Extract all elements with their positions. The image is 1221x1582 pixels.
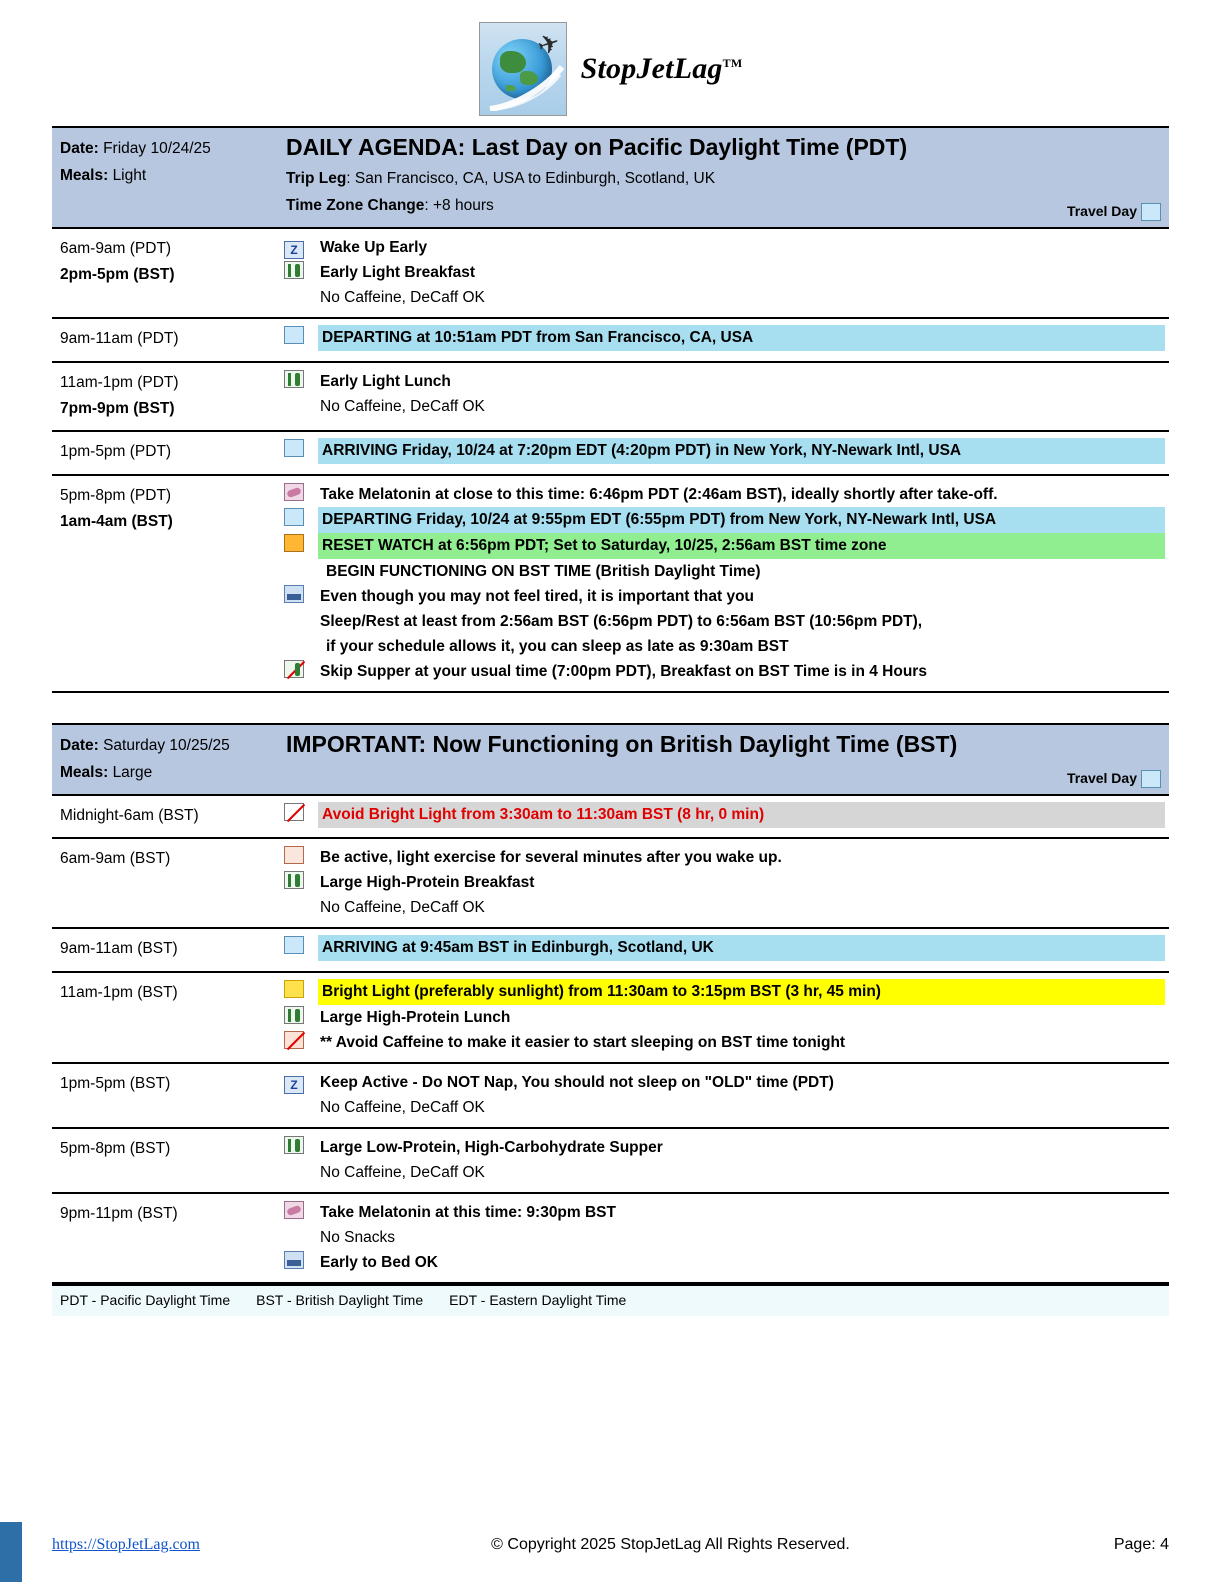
- brand-header: [0, 0, 1221, 126]
- line-text: BEGIN FUNCTIONING ON BST TIME (British Daylight Time): [326, 562, 761, 580]
- line-text: DEPARTING at 10:51am PDT from San Francisco, CA, USA: [318, 325, 1165, 351]
- day-header-main: [280, 128, 1169, 227]
- row-body: [280, 432, 1169, 473]
- row-time: [52, 363, 280, 431]
- airplane-icon: [280, 438, 318, 461]
- line-text: Skip Supper at your usual time (7:00pm PDT), Breakfast on BST Time is in 4 Hours: [320, 662, 927, 680]
- line-text: DEPARTING Friday, 10/24 at 9:55pm EDT (6:55pm PDT) from New York, NY-Newark Intl, USA: [318, 507, 1165, 533]
- no-food-icon: [280, 659, 318, 682]
- line-text: Bright Light (preferably sunlight) from 11:30am to 3:15pm BST (3 hr, 45 min): [318, 979, 1165, 1005]
- row-time: [52, 476, 280, 691]
- bed-icon: [280, 584, 318, 607]
- row-body: [280, 1064, 1169, 1127]
- line-text: Large Low-Protein, High-Carbohydrate Supper: [320, 1138, 663, 1156]
- page-number: Page: 4: [1113, 1536, 1169, 1553]
- legend-item: BST - British Daylight Time: [256, 1291, 424, 1308]
- section-spacer: [0, 693, 1221, 723]
- agenda-day-1: [52, 126, 1169, 693]
- day-header: [52, 128, 1169, 229]
- travel-day-label: Travel Day: [1066, 769, 1137, 786]
- row-time: [52, 229, 280, 317]
- row-body: [280, 319, 1169, 360]
- timezone-legend: [52, 1284, 1169, 1316]
- time-secondary: 2pm-5pm (BST): [60, 266, 175, 284]
- row-time: [52, 929, 280, 970]
- timezone-change-value: : +8 hours: [424, 197, 494, 215]
- row-time: [52, 1064, 280, 1127]
- agenda-row: [52, 1064, 1169, 1129]
- line-text: No Caffeine, DeCaff OK: [320, 1163, 485, 1181]
- row-body: [280, 796, 1169, 837]
- day-header-main: [280, 725, 1169, 794]
- day-header-meta: [52, 725, 280, 794]
- bed-icon: [280, 1250, 318, 1273]
- travel-day-label: Travel Day: [1066, 203, 1137, 220]
- meal-icon: [280, 260, 318, 283]
- time-primary: 5pm-8pm (BST): [60, 1139, 171, 1157]
- day-title: DAILY AGENDA: Last Day on Pacific Daylight Time (PDT): [286, 134, 908, 160]
- time-primary: 5pm-8pm (PDT): [60, 486, 172, 504]
- time-secondary: 7pm-9pm (BST): [60, 399, 175, 417]
- row-body: [280, 229, 1169, 317]
- page-footer: [0, 1536, 1221, 1554]
- row-time: [52, 1194, 280, 1282]
- contrail-icon: [488, 65, 566, 111]
- date-label: Date:: [60, 736, 99, 754]
- row-body: [280, 973, 1169, 1062]
- line-text: Even though you may not feel tired, it is important that you: [320, 587, 755, 605]
- line-text: Large High-Protein Lunch: [320, 1008, 511, 1026]
- airplane-icon: [1141, 203, 1161, 221]
- copyright-text: © Copyright 2025 StopJetLag All Rights Reserved.: [491, 1536, 850, 1553]
- row-time: [52, 432, 280, 473]
- sun-icon: [280, 979, 318, 1002]
- line-text: Early Light Breakfast: [320, 264, 476, 282]
- meals-label: Meals:: [60, 167, 109, 185]
- row-body: [280, 929, 1169, 970]
- stopjetlag-link[interactable]: https://StopJetLag.com: [52, 1536, 200, 1553]
- stopjetlag-logo-icon: ✈: [479, 22, 567, 116]
- time-primary: 11am-1pm (PDT): [60, 373, 179, 391]
- line-text: Avoid Bright Light from 3:30am to 11:30am BST (8 hr, 0 min): [318, 802, 1165, 828]
- row-body: [280, 476, 1169, 691]
- day-header: [52, 725, 1169, 796]
- meals-label: Meals:: [60, 763, 109, 781]
- agenda-row: [52, 1129, 1169, 1194]
- agenda-day-2: [52, 723, 1169, 1284]
- agenda-row: [52, 319, 1169, 362]
- row-body: [280, 1194, 1169, 1282]
- meal-icon: [280, 870, 318, 893]
- row-time: [52, 796, 280, 837]
- line-text: No Caffeine, DeCaff OK: [320, 397, 485, 415]
- agenda-row: [52, 973, 1169, 1064]
- agenda-row: [52, 363, 1169, 433]
- airplane-icon: [280, 325, 318, 348]
- date-value: Friday 10/24/25: [103, 140, 211, 157]
- agenda-row: [52, 929, 1169, 972]
- agenda-row: [52, 839, 1169, 929]
- line-text: No Snacks: [320, 1228, 395, 1246]
- watch-icon: [280, 533, 318, 556]
- row-body: [280, 363, 1169, 431]
- exercise-icon: [280, 845, 318, 868]
- brand-name: [581, 52, 743, 86]
- day-header-meta: [52, 128, 280, 227]
- travel-day-badge: [1067, 770, 1161, 788]
- line-text: Early Light Lunch: [320, 372, 451, 390]
- airplane-icon: [1141, 770, 1161, 788]
- agenda-row: [52, 476, 1169, 693]
- timezone-change-label: Time Zone Change: [286, 197, 425, 215]
- line-text: Early to Bed OK: [320, 1253, 438, 1271]
- time-primary: 1pm-5pm (BST): [60, 1074, 171, 1092]
- trip-leg-value: : San Francisco, CA, USA to Edinburgh, Scotland, UK: [346, 169, 716, 187]
- melatonin-icon: [280, 482, 318, 505]
- airplane-icon: [280, 507, 318, 530]
- legend-item: EDT - Eastern Daylight Time: [449, 1291, 627, 1308]
- line-text: ** Avoid Caffeine to make it easier to start sleeping on BST time tonight: [320, 1033, 846, 1051]
- line-text: Be active, light exercise for several minutes after you wake up.: [320, 849, 782, 867]
- time-primary: 6am-9am (PDT): [60, 240, 172, 258]
- row-time: [52, 839, 280, 927]
- no-bright-light-icon: [280, 802, 318, 825]
- sleep-icon: Z: [280, 235, 318, 259]
- line-text: No Caffeine, DeCaff OK: [320, 289, 485, 307]
- agenda-row: [52, 1194, 1169, 1284]
- line-text: ARRIVING Friday, 10/24 at 7:20pm EDT (4:20pm PDT) in New York, NY-Newark Intl, USA: [318, 438, 1165, 464]
- date-label: Date:: [60, 140, 99, 157]
- meals-value: Large: [112, 763, 153, 781]
- meal-icon: [280, 1135, 318, 1158]
- row-body: [280, 1129, 1169, 1192]
- row-time: [52, 1129, 280, 1192]
- meals-value: Light: [112, 167, 147, 185]
- time-primary: 1pm-5pm (PDT): [60, 443, 172, 461]
- line-text: Sleep/Rest at least from 2:56am BST (6:56pm PDT) to 6:56am BST (10:56pm PDT),: [320, 612, 923, 630]
- agenda-row: [52, 796, 1169, 839]
- time-primary: 6am-9am (BST): [60, 850, 171, 868]
- trip-leg-label: Trip Leg: [286, 169, 347, 187]
- line-text: if your schedule allows it, you can sleep as late as 9:30am BST: [326, 637, 789, 655]
- brand-tm: TM: [722, 56, 743, 70]
- time-secondary: 1am-4am (BST): [60, 512, 173, 530]
- row-body: [280, 839, 1169, 927]
- row-time: [52, 973, 280, 1062]
- melatonin-icon: [280, 1200, 318, 1223]
- line-text: RESET WATCH at 6:56pm PDT; Set to Saturday, 10/25, 2:56am BST time zone: [318, 533, 1165, 559]
- agenda-row: [52, 229, 1169, 319]
- meal-icon: [280, 369, 318, 392]
- date-value: Saturday 10/25/25: [103, 736, 230, 754]
- line-text: Wake Up Early: [320, 239, 428, 257]
- brand-name-text: StopJetLag: [580, 52, 723, 85]
- no-caffeine-icon: [280, 1030, 318, 1053]
- line-text: No Caffeine, DeCaff OK: [320, 1098, 485, 1116]
- legend-item: PDT - Pacific Daylight Time: [60, 1291, 231, 1308]
- time-primary: 9am-11am (PDT): [60, 330, 179, 348]
- time-primary: 9am-11am (BST): [60, 940, 178, 958]
- line-text: ARRIVING at 9:45am BST in Edinburgh, Scotland, UK: [318, 935, 1165, 961]
- line-text: Take Melatonin at close to this time: 6:46pm PDT (2:46am BST), ideally shortly after take-off.: [320, 485, 998, 503]
- day-title: IMPORTANT: Now Functioning on British Daylight Time (BST): [286, 730, 958, 757]
- agenda-row: [52, 432, 1169, 475]
- no-nap-icon: Z: [280, 1070, 318, 1094]
- meal-icon: [280, 1005, 318, 1028]
- line-text: Keep Active - Do NOT Nap, You should not sleep on "OLD" time (PDT): [320, 1073, 834, 1091]
- time-primary: 9pm-11pm (BST): [60, 1204, 178, 1222]
- line-text: Large High-Protein Breakfast: [320, 874, 535, 892]
- travel-day-badge: [1067, 203, 1161, 221]
- row-time: [52, 319, 280, 360]
- line-text: No Caffeine, DeCaff OK: [320, 899, 485, 917]
- line-text: Take Melatonin at this time: 9:30pm BST: [320, 1203, 616, 1221]
- airplane-icon: [280, 935, 318, 958]
- time-primary: Midnight-6am (BST): [60, 806, 199, 824]
- time-primary: 11am-1pm (BST): [60, 983, 178, 1001]
